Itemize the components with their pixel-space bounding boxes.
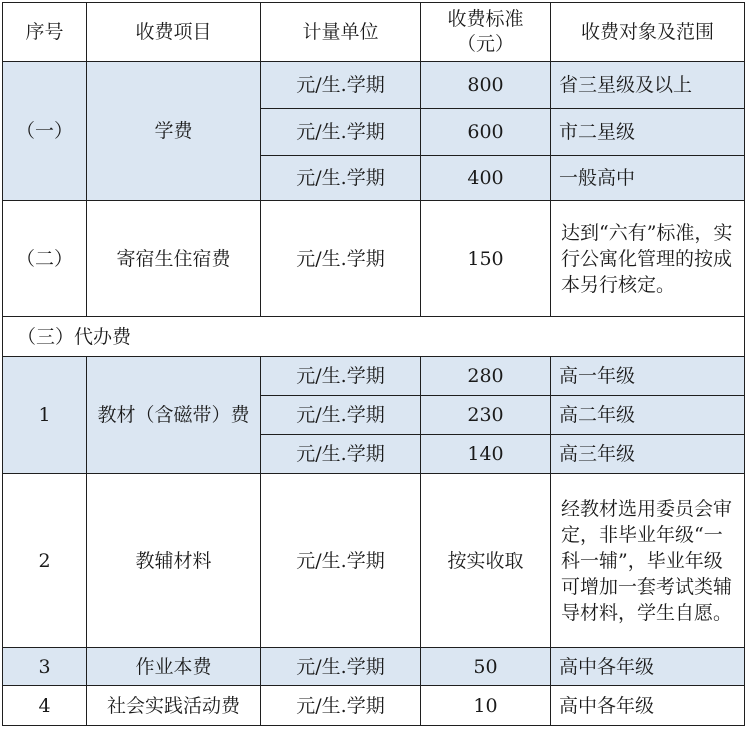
table-row bbox=[3, 201, 745, 317]
tuition-amount-1: 800 bbox=[421, 62, 551, 109]
homework-unit: 元/生.学期 bbox=[261, 648, 421, 686]
aux-seq: 2 bbox=[3, 474, 87, 648]
textbook-amount-3: 140 bbox=[421, 435, 551, 474]
homework-item: 作业本费 bbox=[87, 648, 261, 686]
tuition-unit-3: 元/生.学期 bbox=[261, 156, 421, 201]
table-row bbox=[3, 62, 745, 109]
aux-amount: 按实收取 bbox=[421, 474, 551, 648]
textbook-amount-1: 280 bbox=[421, 357, 551, 396]
dorm-scope: 达到“六有”标准，实行公寓化管理的按成本另行核定。 bbox=[551, 201, 745, 317]
tuition-scope-2: 市二星级 bbox=[551, 109, 745, 156]
aux-unit: 元/生.学期 bbox=[261, 474, 421, 648]
section-row bbox=[3, 317, 745, 357]
aux-item: 教辅材料 bbox=[87, 474, 261, 648]
social-scope: 高中各年级 bbox=[551, 686, 745, 726]
social-amount: 10 bbox=[421, 686, 551, 726]
textbook-unit-1: 元/生.学期 bbox=[261, 357, 421, 396]
header-amount bbox=[421, 3, 551, 62]
tuition-amount-3: 400 bbox=[421, 156, 551, 201]
homework-amount: 50 bbox=[421, 648, 551, 686]
tuition-item: 学费 bbox=[87, 62, 261, 201]
header-amount-line2: （元） bbox=[456, 33, 514, 55]
tuition-unit-2: 元/生.学期 bbox=[261, 109, 421, 156]
textbook-seq: 1 bbox=[3, 357, 87, 474]
table-row bbox=[3, 357, 745, 396]
header-unit: 计量单位 bbox=[261, 3, 421, 62]
textbook-item: 教材（含磁带）费 bbox=[87, 357, 261, 474]
header-scope: 收费对象及范围 bbox=[551, 3, 745, 62]
header-seq: 序号 bbox=[3, 3, 87, 62]
textbook-scope-3: 高三年级 bbox=[551, 435, 745, 474]
aux-scope: 经教材选用委员会审定，非毕业年级“一科一辅”，毕业年级可增加一套考试类辅导材料，学生自愿。 bbox=[551, 474, 745, 648]
header-amount-line1: 收费标准 bbox=[447, 8, 524, 30]
table-row bbox=[3, 686, 745, 726]
header-item: 收费项目 bbox=[87, 3, 261, 62]
table-row bbox=[3, 474, 745, 648]
social-item: 社会实践活动费 bbox=[87, 686, 261, 726]
textbook-unit-2: 元/生.学期 bbox=[261, 396, 421, 435]
dorm-unit: 元/生.学期 bbox=[261, 201, 421, 317]
agency-title: （三）代办费 bbox=[3, 317, 745, 357]
fee-table bbox=[2, 2, 745, 726]
dorm-item: 寄宿生住宿费 bbox=[87, 201, 261, 317]
tuition-seq: （一） bbox=[3, 62, 87, 201]
homework-scope: 高中各年级 bbox=[551, 648, 745, 686]
tuition-amount-2: 600 bbox=[421, 109, 551, 156]
header-row bbox=[3, 3, 745, 62]
textbook-scope-1: 高一年级 bbox=[551, 357, 745, 396]
table-row bbox=[3, 648, 745, 686]
textbook-scope-2: 高二年级 bbox=[551, 396, 745, 435]
tuition-scope-1: 省三星级及以上 bbox=[551, 62, 745, 109]
social-unit: 元/生.学期 bbox=[261, 686, 421, 726]
tuition-scope-3: 一般高中 bbox=[551, 156, 745, 201]
tuition-unit-1: 元/生.学期 bbox=[261, 62, 421, 109]
dorm-amount: 150 bbox=[421, 201, 551, 317]
dorm-seq: （二） bbox=[3, 201, 87, 317]
social-seq: 4 bbox=[3, 686, 87, 726]
textbook-unit-3: 元/生.学期 bbox=[261, 435, 421, 474]
textbook-amount-2: 230 bbox=[421, 396, 551, 435]
homework-seq: 3 bbox=[3, 648, 87, 686]
